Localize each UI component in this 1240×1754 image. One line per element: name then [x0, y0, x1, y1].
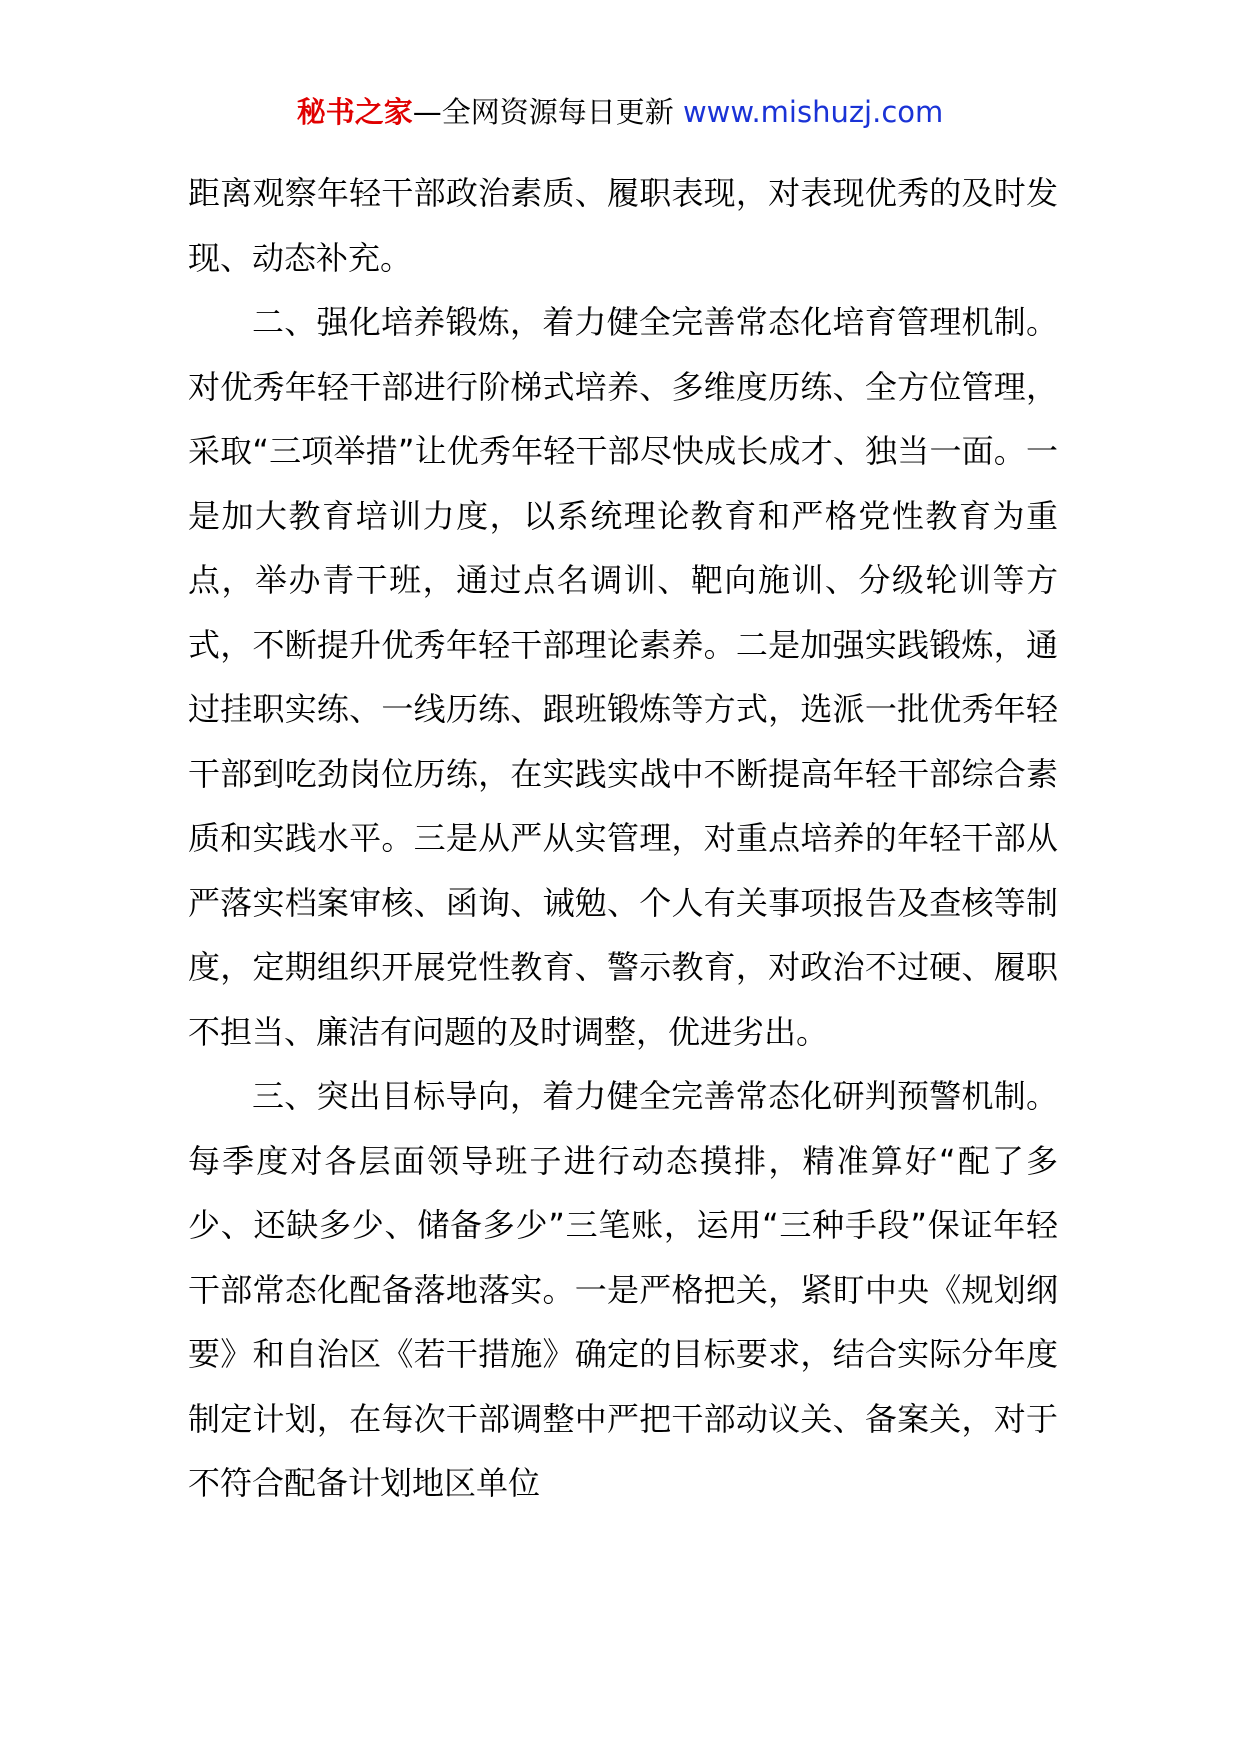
document-body: [188, 161, 1058, 1516]
header-slogan: —全网资源每日更新: [412, 95, 683, 129]
paragraph-section-two: 二、强化培养锻炼，着力健全完善常态化培育管理机制。对优秀年轻干部进行阶梯式培养、多维度历练、全方位管理，采取“三项举措”让优秀年轻干部尽快成长成才、独当一面。一是加大教育培训力度，以系统理论教育和严格党性教育为重点，举办青干班，通过点名调训、靶向施训、分级轮训等方式，不断提升优秀年轻干部理论素养。二是加强实践锻炼，通过挂职实练、一线历练、跟班锻炼等方式，选派一批优秀年轻干部到吃劲岗位历练，在实践实战中不断提高年轻干部综合素质和实践水平。三是从严从实管理，对重点培养的年轻干部从严落实档案审核、函询、诫勉、个人有关事项报告及查核等制度，定期组织开展党性教育、警示教育，对政治不过硬、履职不担当、廉洁有问题的及时调整，优进劣出。: [188, 303, 1058, 1051]
paragraph-section-three: 三、突出目标导向，着力健全完善常态化研判预警机制。每季度对各层面领导班子进行动态摸排，精准算好“配了多少、还缺多少、储备多少”三笔账，运用“三种手段”保证年轻干部常态化配备落地落实。一是严格把关，紧盯中央《规划纲要》和自治区《若干措施》确定的目标要求，结合实际分年度制定计划，在每次干部调整中严把干部动议关、备案关，对于不符合配备计划地区单位: [188, 1077, 1058, 1502]
site-header: [0, 92, 1240, 132]
site-url-link[interactable]: www.mishuzj.com: [682, 95, 944, 129]
paragraph-continuation: 距离观察年轻干部政治素质、履职表现，对表现优秀的及时发现、动态补充。: [188, 174, 1058, 277]
brand-name: 秘书之家: [296, 95, 413, 129]
